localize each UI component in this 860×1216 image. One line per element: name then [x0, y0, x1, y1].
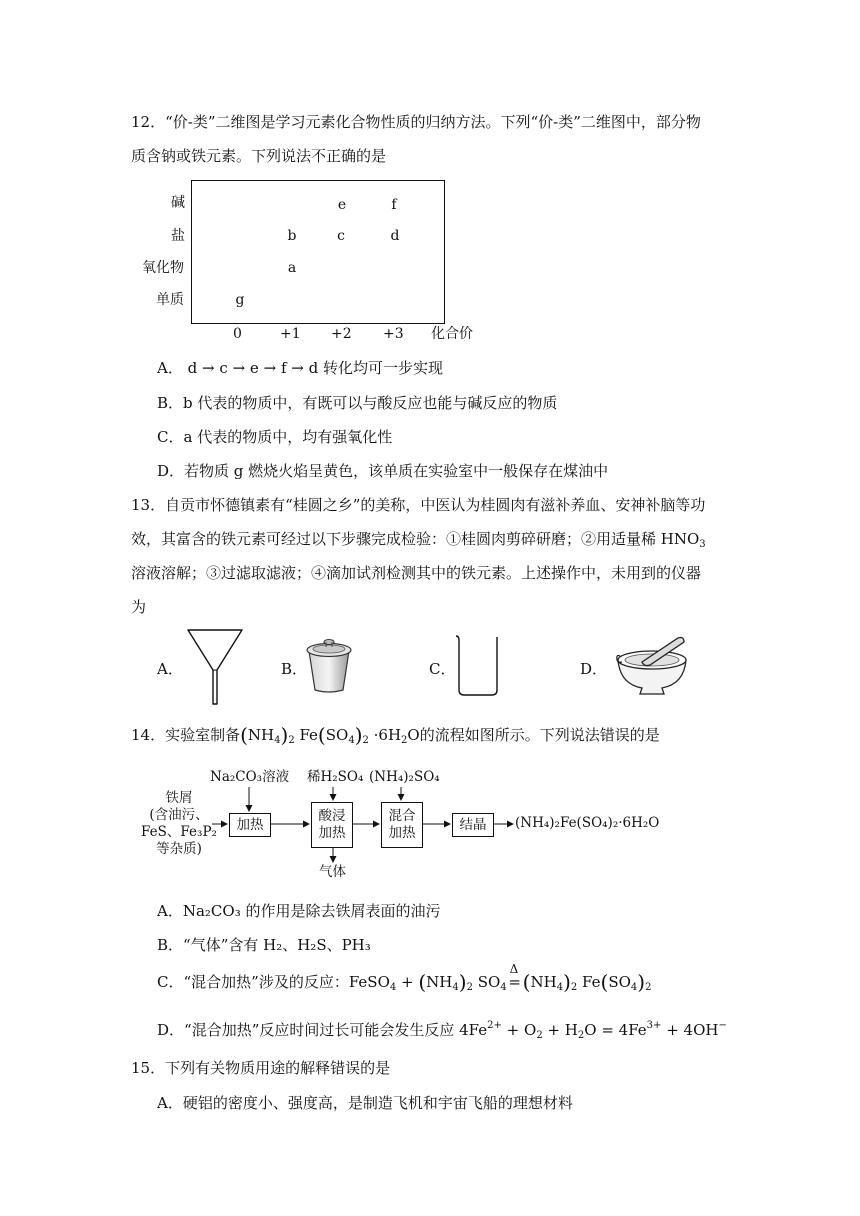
- chain-item: e: [249, 359, 259, 377]
- step-line: 酸浸: [318, 808, 346, 824]
- right-arrow-icon: →: [232, 359, 246, 377]
- chain-item: d: [308, 359, 319, 377]
- point-e: e: [337, 197, 347, 213]
- x-label-plus3: +3: [383, 326, 404, 342]
- heat-delta-icon: Δ: [509, 962, 519, 976]
- q14-option-c: [157, 962, 652, 998]
- q13-option-c-label: C．: [429, 660, 456, 678]
- step-line: 加热: [318, 825, 346, 841]
- q13-stem-line4: 为: [131, 598, 147, 616]
- flow-product: (NH₄)₂Fe(SO₄)₂·6H₂O: [515, 815, 660, 831]
- q13-option-d-label: D．: [580, 660, 608, 678]
- q12-option-c: C．a 代表的物质中，均有强氧化性: [157, 428, 393, 446]
- x-label-plus2: +2: [331, 326, 352, 342]
- chain-item: c: [219, 359, 228, 377]
- q13-line2-text: 效，其富含的铁元素可经过以下步骤完成检验：①桂圆肉剪碎研磨；②用适量稀 HNO: [131, 530, 700, 548]
- q13-stem-line1: 13．自贡市怀德镇素有“桂圆之乡”的美称，中医认为桂圆肉有滋补养血、安神补脑等功: [131, 496, 706, 514]
- q12-option-b: B．b 代表的物质中，有既可以与酸反应也能与碱反应的物质: [157, 394, 558, 412]
- chain-item: f: [280, 359, 287, 377]
- q14-option-d: [157, 1016, 727, 1046]
- q13-line2-subscript: 3: [699, 539, 706, 550]
- flow-gas: 气体: [319, 864, 346, 880]
- q14-formula-product: $(NH_4)_2$ $Fe(SO_4)_2 \cdot 6H_2O$: [240, 723, 420, 747]
- y-label-base: 碱: [171, 195, 185, 211]
- q12-stem-line1: 12．“价-类”二维图是学习元素化合物性质的归纳方法。下列“价-类”二维图中，部分物: [131, 113, 701, 131]
- step-line: 加热: [388, 825, 416, 841]
- option-a-text: 转化均可一步实现: [323, 359, 444, 377]
- point-a: a: [287, 260, 297, 276]
- q12-option-d: D．若物质 g 燃烧火焰呈黄色，该单质在实验室中一般保存在煤油中: [157, 462, 609, 480]
- q14-option-b: B．“气体”含有 H₂、H₂S、PH₃: [157, 936, 371, 954]
- option-a-label: A．: [157, 359, 183, 377]
- start-line: (含油污、: [149, 807, 209, 823]
- right-arrow-icon: →: [263, 359, 277, 377]
- q13-option-a-label: A．: [157, 660, 183, 678]
- point-c: c: [337, 228, 345, 244]
- q13-option-b-label: B．: [281, 660, 308, 678]
- q15-stem: 15．下列有关物质用途的解释错误的是: [131, 1059, 391, 1077]
- x-axis-title: 化合价: [431, 326, 473, 342]
- q14-option-d-text: D．“混合加热”反应时间过长可能会发生反应: [157, 1021, 455, 1039]
- point-b: b: [287, 228, 297, 244]
- right-arrow-icon: →: [202, 359, 215, 377]
- q14-option-c-equation: FeSO$_4$ + $(NH_4)_2$ $SO_4$ Δ $=(NH_4)_2$ $Fe(SO_4)_2$: [349, 973, 652, 991]
- step-line: 混合: [388, 808, 416, 824]
- right-arrow-icon: →: [291, 359, 304, 377]
- step-crystallize: 结晶: [452, 813, 494, 837]
- reagent-na2co3: Na₂CO₃溶液: [210, 769, 290, 785]
- q12-stem-line2: 质含钠或铁元素。下列说法不正确的是: [131, 147, 387, 165]
- start-line: FeS、Fe₃P₂: [141, 824, 217, 840]
- start-line: 铁屑: [165, 790, 193, 806]
- q13-stem-line3: 溶液溶解；③过滤取滤液；④滴加试剂检测其中的铁元素。上述操作中，未用到的仪器: [131, 564, 702, 582]
- point-g: g: [235, 292, 245, 308]
- q14-option-c-text: C．“混合加热”涉及的反应：: [157, 973, 349, 991]
- start-line: 等杂质): [156, 841, 202, 857]
- x-label-0: 0: [233, 326, 242, 342]
- y-label-oxide: 氧化物: [142, 260, 184, 276]
- step-heat: 加热: [229, 813, 271, 837]
- y-label-salt: 盐: [171, 228, 185, 244]
- q14-option-d-equation: $4Fe^{2+} + O_2 + H_2O = 4Fe^{3+} + 4OH^-$: [454, 1020, 727, 1041]
- q14-option-a: A．Na₂CO₃ 的作用是除去铁屑表面的油污: [157, 902, 441, 920]
- q15-option-a: A．硬铝的密度小、强度高，是制造飞机和宇宙飞船的理想材料: [157, 1094, 573, 1112]
- reagent-dilute-h2so4: 稀H₂SO₄: [307, 769, 364, 785]
- q14-stem-suffix: 的流程如图所示。下列说法错误的是: [419, 726, 660, 744]
- chain-item: d: [187, 359, 198, 377]
- reagent-ammonium-sulfate: (NH₄)₂SO₄: [369, 769, 440, 785]
- point-f: f: [391, 197, 397, 213]
- point-d: d: [390, 228, 400, 244]
- x-label-plus1: +1: [280, 326, 301, 342]
- q14-stem-prefix: 14．实验室制备: [131, 726, 241, 744]
- y-label-element: 单质: [156, 292, 184, 308]
